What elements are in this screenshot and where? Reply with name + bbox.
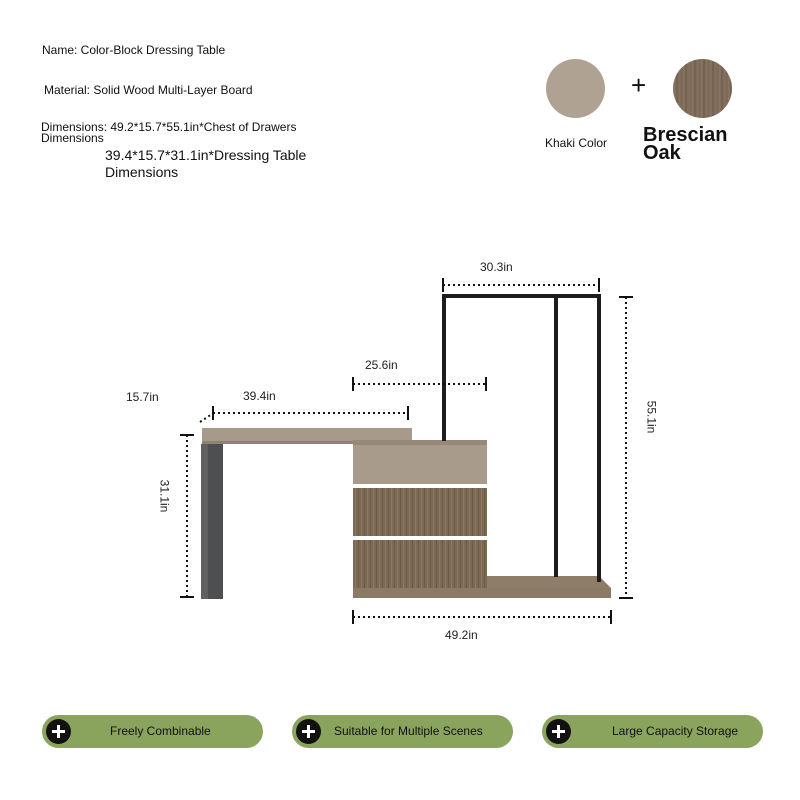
plus-circle-icon [46,719,71,744]
dim-mirror-offset: 25.6in [365,358,398,372]
feature-pill-freely-combinable [42,715,263,748]
feature-pill-multiple-scenes [292,715,513,748]
dim-table-height: 31.1in [157,479,172,513]
plus-circle-icon [296,719,321,744]
feature-label: Suitable for Multiple Scenes [334,724,483,738]
base-platform [487,576,611,588]
dim-line-depth [200,414,212,422]
plus-icon: + [631,70,647,100]
drawer-top-khaki [353,440,487,484]
oak-label-line1: Brescian [643,124,728,146]
spec-dimensions-line1b: Dimensions [41,131,104,145]
khaki-label: Khaki Color [545,136,608,150]
spec-name: Name: Color-Block Dressing Table [42,43,226,57]
dim-table-width: 39.4in [243,389,276,403]
drawer-bottom [353,540,487,588]
dim-total-width: 49.2in [445,628,478,642]
oak-label-line2: Oak [643,142,681,164]
table-leg-face [208,444,223,599]
drawer-top-lip [353,440,487,445]
spec-dimensions-line3: Dimensions [105,164,179,180]
dim-total-height: 55.1in [644,400,659,434]
spec-dimensions-line2: 39.4*15.7*31.1in*Dressing Table [105,147,307,163]
dim-top-width: 30.3in [480,260,513,274]
feature-label: Large Capacity Storage [612,724,739,738]
dim-depth: 15.7in [126,390,159,404]
feature-pill-large-storage [542,715,763,748]
spec-dimensions-line1: Dimensions: 49.2*15.7*55.1in*Chest of Drawers [41,120,297,134]
chest-base [353,588,611,598]
feature-label: Freely Combinable [110,724,211,738]
spec-material: Material: Solid Wood Multi-Layer Board [44,83,253,97]
drawer-middle [353,488,487,536]
plus-circle-icon [546,719,571,744]
mirror-frame [444,296,599,582]
